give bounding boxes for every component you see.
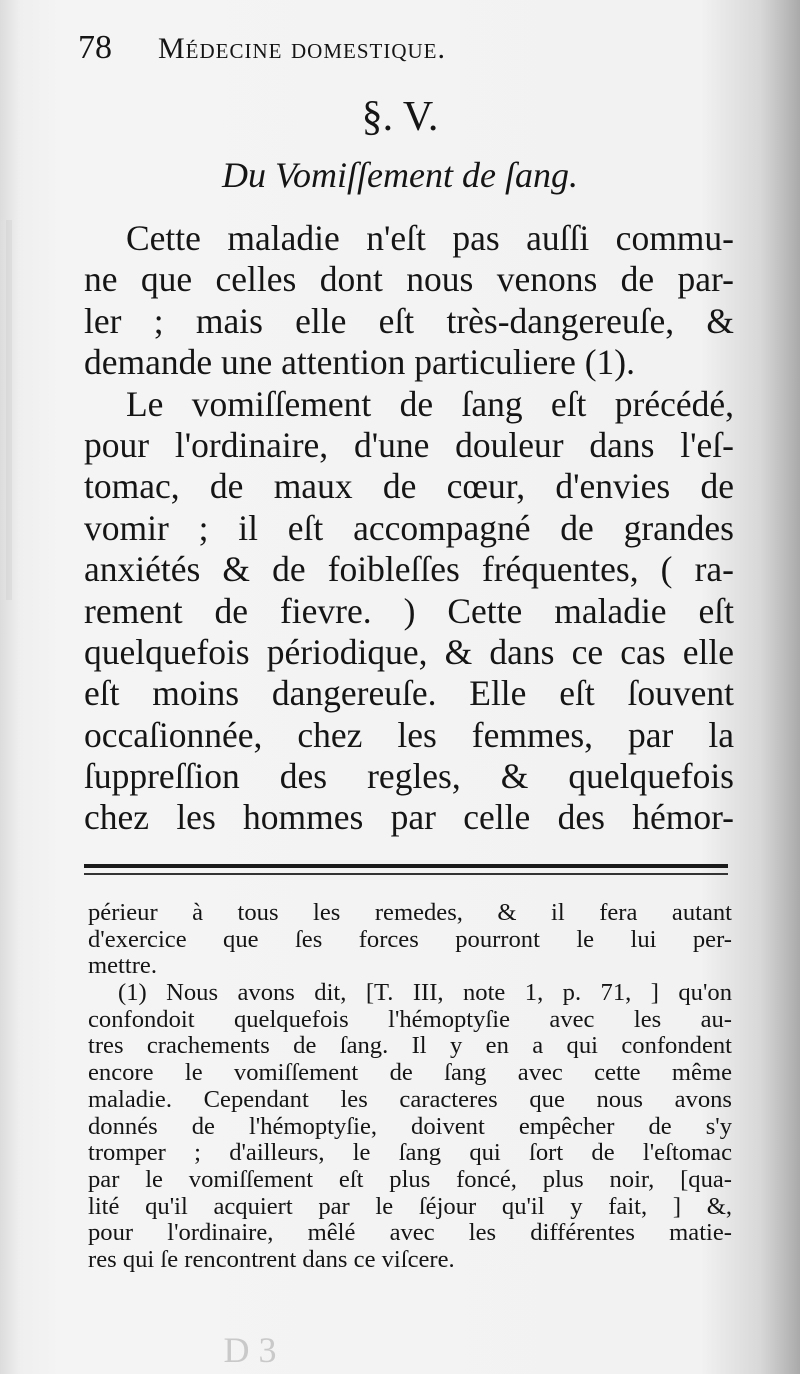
running-head xyxy=(78,26,598,70)
body-line: pour l'ordinaire, d'une douleur dans l'eſ- xyxy=(84,424,734,465)
footnote-line: tromper ; d'ailleurs, le ſang qui ſort de l'eſtomac xyxy=(88,1139,732,1167)
body-line: rement de fievre. ) Cette maladie eſt xyxy=(84,590,734,631)
section-title: Du Vomiſſement de ſang. xyxy=(222,155,578,195)
page-shadow xyxy=(6,220,12,600)
body-line: anxiétés & de foibleſſes fréquentes, ( ra- xyxy=(84,549,734,590)
body-line: Cette maladie n'eſt pas auſſi commu- xyxy=(126,218,734,258)
page-number: 78 xyxy=(78,29,112,66)
footnote-line: res qui ſe rencontrent dans ce viſcere. xyxy=(88,1245,455,1273)
page-gutter-shadow xyxy=(760,0,800,1374)
section-number: §. V. xyxy=(361,94,439,140)
body-text xyxy=(84,218,734,839)
signature-mark: D 3 xyxy=(223,1330,277,1370)
footnote-line: donnés de l'hémoptyſie, doivent empêcher de s'y xyxy=(88,1112,732,1140)
footnote-line: lité qu'il acquiert par le ſéjour qu'il y fait, ] &, xyxy=(88,1192,732,1220)
footnote-line: mettre. xyxy=(88,952,157,980)
footnote-line: encore le vomiſſement de ſang avec cette même xyxy=(88,1059,732,1087)
body-line: occaſionnée, chez les femmes, par la xyxy=(84,714,734,755)
footnote-line: confondoit quelquefois l'hémoptyſie avec les au- xyxy=(88,1005,732,1033)
body-line: ler ; mais elle eſt très-dangereuſe, & xyxy=(84,300,734,341)
body-line: ne que celles dont nous venons de par- xyxy=(84,259,734,300)
footnote-rule xyxy=(84,864,728,868)
body-line: Le vomiſſement de ſang eſt précédé, xyxy=(126,383,734,424)
body-line: chez les hommes par celle des hémor- xyxy=(84,797,734,838)
footnote-line: maladie. Cependant les caracteres que nous avons xyxy=(88,1085,732,1113)
body-line: ſuppreſſion des regles, & quelquefois xyxy=(84,756,734,797)
running-title: Médecine domestique. xyxy=(158,32,446,65)
body-line: tomac, de maux de cœur, d'envies de xyxy=(84,466,734,507)
footnote-line: par le vomiſſement eſt plus foncé, plus noir, [qua- xyxy=(88,1165,732,1193)
body-line: vomir ; il eſt accompagné de grandes xyxy=(84,507,734,548)
body-line: eſt moins dangereuſe. Elle eſt ſouvent xyxy=(84,673,734,714)
body-line: demande une attention particuliere (1). xyxy=(84,342,635,383)
footnote-line: (1) Nous avons dit, [T. III, note 1, p. 71, ] qu'on xyxy=(118,979,732,1007)
body-line: quelquefois périodique, & dans ce cas elle xyxy=(84,631,734,672)
footnote-line: tres crachements de ſang. Il y en a qui confondent xyxy=(88,1032,732,1060)
footnote-rule-thin xyxy=(84,873,728,875)
footnote-line: périeur à tous les remedes, & il fera autant xyxy=(88,899,732,926)
footnote-line: d'exercice que ſes forces pourront le lui per- xyxy=(88,925,732,953)
footnote-line: pour l'ordinaire, mêlé avec les différentes matie- xyxy=(88,1219,732,1247)
footnotes xyxy=(88,900,732,1274)
